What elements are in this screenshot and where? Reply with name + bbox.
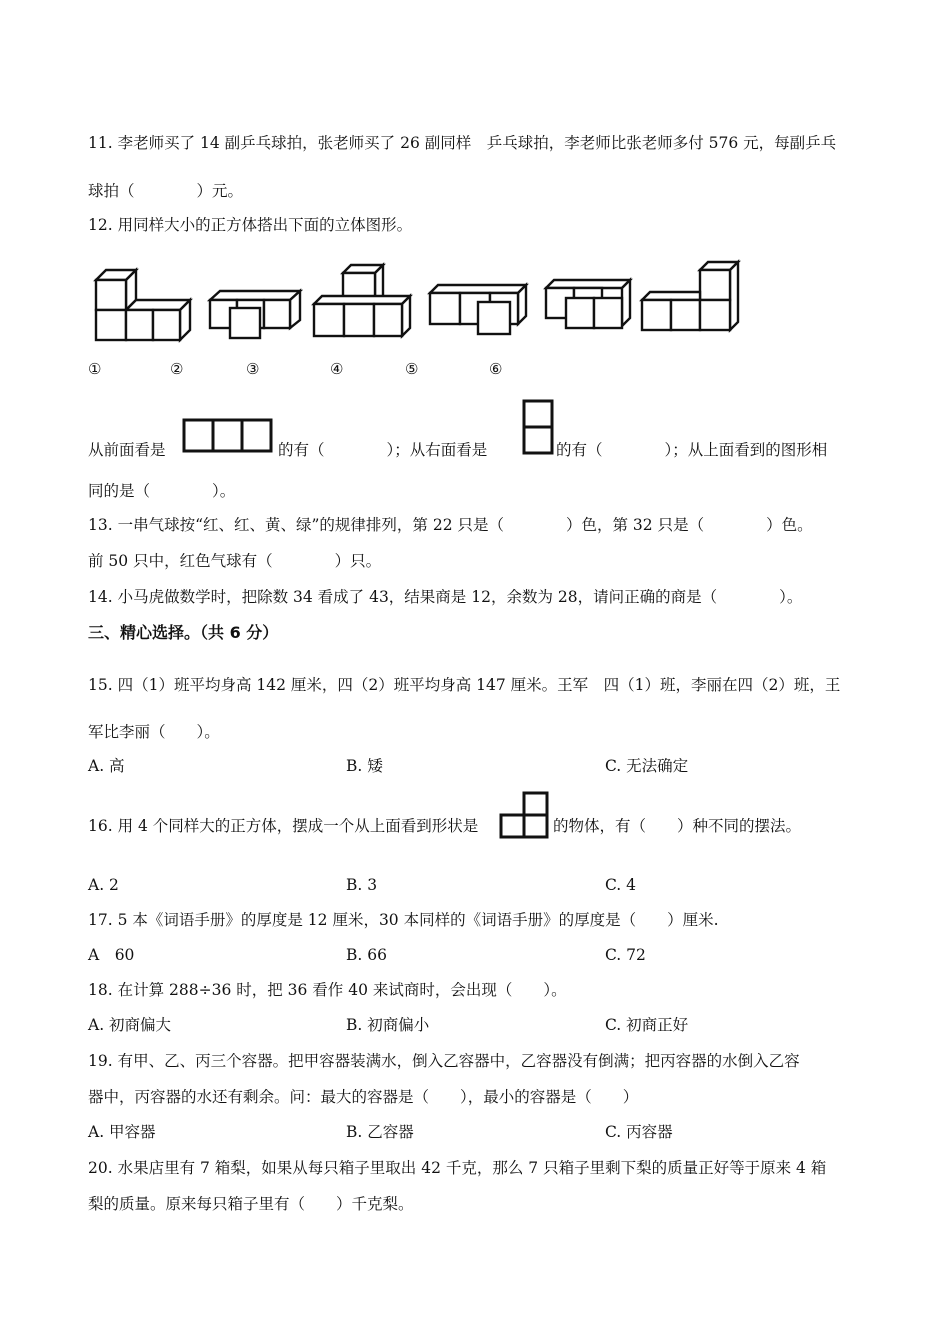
cube-figure-3 xyxy=(314,265,410,336)
cube-figure-1 xyxy=(96,270,190,340)
q15-line2: 军比李丽（ ）。 xyxy=(88,723,220,741)
cube-figure-4 xyxy=(430,285,526,334)
figure-label-5: ⑤ xyxy=(405,360,419,378)
q15-option-b: B. 矮 xyxy=(346,757,383,775)
top-view-figure xyxy=(498,790,552,840)
q19-option-a: A. 甲容器 xyxy=(88,1123,156,1141)
q20-line1: 20. 水果店里有 7 箱梨，如果从每只箱子里取出 42 千克，那么 7 只箱子里剩下梨的质量正好等于原来 4 箱 xyxy=(88,1159,827,1177)
q12-title: 12. 用同样大小的正方体搭出下面的立体图形。 xyxy=(88,216,413,234)
figure-label-4: ④ xyxy=(330,360,344,378)
q19-option-b: B. 乙容器 xyxy=(346,1123,414,1141)
q11-line1: 11. 李老师买了 14 副乒乓球拍，张老师买了 26 副同样 乒乓球拍，李老师比张老师多付 576 元，每副乒乓 xyxy=(88,134,837,152)
q18-option-b: B. 初商偏小 xyxy=(346,1016,430,1034)
figure-label-2: ② xyxy=(170,360,184,378)
q11-line2: 球拍（ ）元。 xyxy=(88,182,244,200)
q12-part-b: 的有（ ）；从右面看是 xyxy=(278,441,488,459)
q16-option-c: C. 4 xyxy=(605,876,637,894)
right-view-figure xyxy=(522,398,556,456)
q17-option-c: C. 72 xyxy=(605,946,646,964)
q15-option-c: C. 无法确定 xyxy=(605,757,689,775)
q16-option-a: A. 2 xyxy=(88,876,119,894)
q12-line2: 同的是（ ）。 xyxy=(88,482,236,500)
cube-figure-6 xyxy=(642,262,738,330)
figure-label-3: ③ xyxy=(246,360,260,378)
q12-part-a: 从前面看是 xyxy=(88,441,166,459)
q14-line1: 14. 小马虎做数学时，把除数 34 看成了 43，结果商是 12，余数为 28，请问正确的商是（ ）。 xyxy=(88,588,803,606)
cube-figures xyxy=(88,258,748,348)
q19-line2: 器中，丙容器的水还有剩余。问：最大的容器是（ ），最小的容器是（ ） xyxy=(88,1088,639,1106)
q19-option-c: C. 丙容器 xyxy=(605,1123,673,1141)
q13-line1: 13. 一串气球按“红、红、黄、绿”的规律排列，第 22 只是（ ）色，第 32 只是（ ）色。 xyxy=(88,516,813,534)
q18-option-c: C. 初商正好 xyxy=(605,1016,689,1034)
figure-label-6: ⑥ xyxy=(489,360,503,378)
figure-label-1: ① xyxy=(88,360,102,378)
q17-line1: 17. 5 本《词语手册》的厚度是 12 厘米，30 本同样的《词语手册》的厚度是（ ）厘米. xyxy=(88,911,719,929)
section-3-title: 三、精心选择。（共 6 分） xyxy=(88,623,279,642)
q17-option-a: A 60 xyxy=(88,946,135,964)
q15-line1: 15. 四（1）班平均身高 142 厘米，四（2）班平均身高 147 厘米。王军 四（1）班，李丽在四（2）班，王 xyxy=(88,676,841,694)
q13-line2: 前 50 只中，红色气球有（ ）只。 xyxy=(88,552,382,570)
q16-part-a: 16. 用 4 个同样大的正方体，摆成一个从上面看到形状是 xyxy=(88,817,479,835)
q20-line2: 梨的质量。原来每只箱子里有（ ）千克梨。 xyxy=(88,1195,414,1213)
q12-part-c: 的有（ ）；从上面看到的图形相 xyxy=(556,441,828,459)
q16-part-b: 的物体，有（ ）种不同的摆法。 xyxy=(553,817,802,835)
front-view-figure xyxy=(182,418,274,454)
q19-line1: 19. 有甲、乙、丙三个容器。把甲容器装满水，倒入乙容器中，乙容器没有倒满；把丙容器的水倒入乙容 xyxy=(88,1052,800,1070)
q18-option-a: A. 初商偏大 xyxy=(88,1016,172,1034)
cube-figure-2 xyxy=(210,291,300,338)
q16-option-b: B. 3 xyxy=(346,876,378,894)
q17-option-b: B. 66 xyxy=(346,946,387,964)
q18-line1: 18. 在计算 288÷36 时，把 36 看作 40 来试商时，会出现（ ）。 xyxy=(88,981,567,999)
q15-option-a: A. 高 xyxy=(88,757,125,775)
cube-figure-5 xyxy=(546,280,630,328)
